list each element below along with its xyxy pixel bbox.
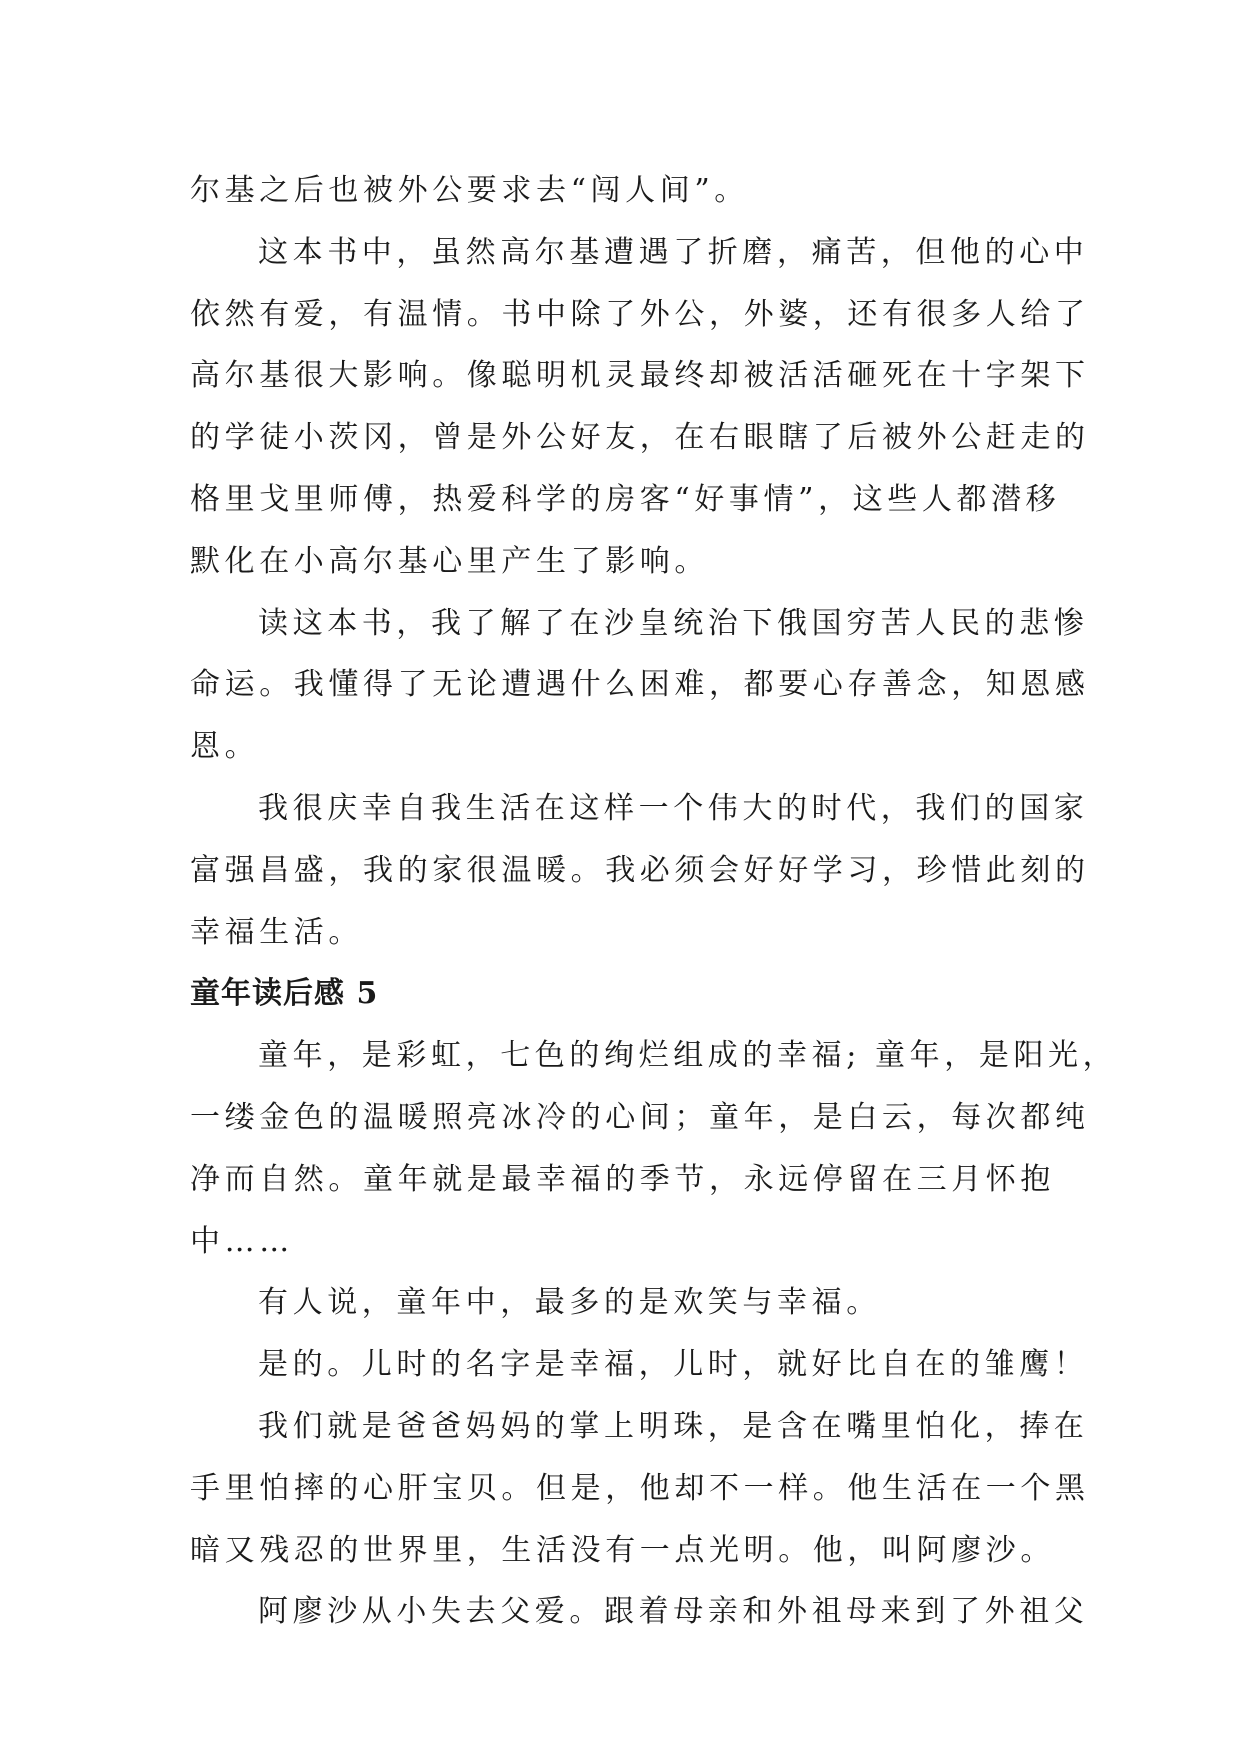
text-line: 高尔基很大影响。像聪明机灵最终却被活活砸死在十字架下 [190, 358, 1090, 394]
paragraph [190, 1581, 1089, 1643]
paragraph [190, 1272, 1050, 1334]
text-line: 中…… [190, 1223, 294, 1259]
text-line: 是的。儿时的名字是幸福，儿时，就好比自在的雏鹰！ [258, 1347, 1089, 1383]
text-line: 阿廖沙从小失去父爱。跟着母亲和外祖母来到了外祖父 [258, 1594, 1089, 1630]
text-line: 读这本书，我了解了在沙皇统治下俄国穷苦人民的悲惨 [258, 605, 1089, 641]
text-line: 手里怕摔的心肝宝贝。但是，他却不一样。他生活在一个黑 [190, 1470, 1090, 1506]
text-line: 命运。我懂得了无论遭遇什么困难，都要心存善念，知恩感 [190, 667, 1090, 703]
paragraph [190, 1025, 1118, 1272]
text-line: 格里戈里师傅，热爱科学的房客“好事情”，这些人都潜移 [190, 481, 1061, 517]
text-line: 恩。 [190, 729, 260, 765]
paragraph [190, 222, 1090, 593]
section-heading [190, 963, 1050, 1025]
text-line: 我们就是爸爸妈妈的掌上明珠，是含在嘴里怕化，捧在 [258, 1408, 1089, 1444]
paragraph [190, 1396, 1090, 1581]
text-line: 幸福生活。 [190, 914, 363, 950]
text-line: 净而自然。童年就是最幸福的季节，永远停留在三月怀抱 [190, 1161, 1055, 1197]
paragraph [190, 160, 1050, 222]
text-line: 这本书中，虽然高尔基遭遇了折磨，痛苦，但他的心中 [258, 234, 1089, 270]
paragraph [190, 778, 1090, 963]
paragraph [190, 593, 1090, 778]
document-body [190, 160, 1118, 1643]
text-line: 尔基之后也被外公要求去“闯人间”。 [190, 173, 749, 208]
text-line: 我很庆幸自我生活在这样一个伟大的时代，我们的国家 [258, 790, 1089, 826]
text-line: 有人说，童年中，最多的是欢笑与幸福。 [258, 1285, 881, 1321]
text-line: 童年，是彩虹，七色的绚烂组成的幸福; 童年，是阳光， [258, 1038, 1118, 1074]
heading-text: 童年读后感 5 [190, 976, 379, 1012]
text-line: 暗又残忍的世界里，生活没有一点光明。他，叫阿廖沙。 [190, 1532, 1055, 1568]
text-line: 富强昌盛，我的家很温暖。我必须会好好学习，珍惜此刻的 [190, 852, 1090, 888]
text-line: 的学徒小茨冈，曾是外公好友，在右眼瞎了后被外公赶走的 [190, 420, 1090, 456]
text-line: 默化在小高尔基心里产生了影响。 [190, 543, 709, 579]
text-line: 依然有爱，有温情。书中除了外公，外婆，还有很多人给了 [190, 296, 1090, 332]
paragraph [190, 1334, 1089, 1396]
text-line: 一缕金色的温暖照亮冰冷的心间；童年，是白云，每次都纯 [190, 1099, 1090, 1135]
